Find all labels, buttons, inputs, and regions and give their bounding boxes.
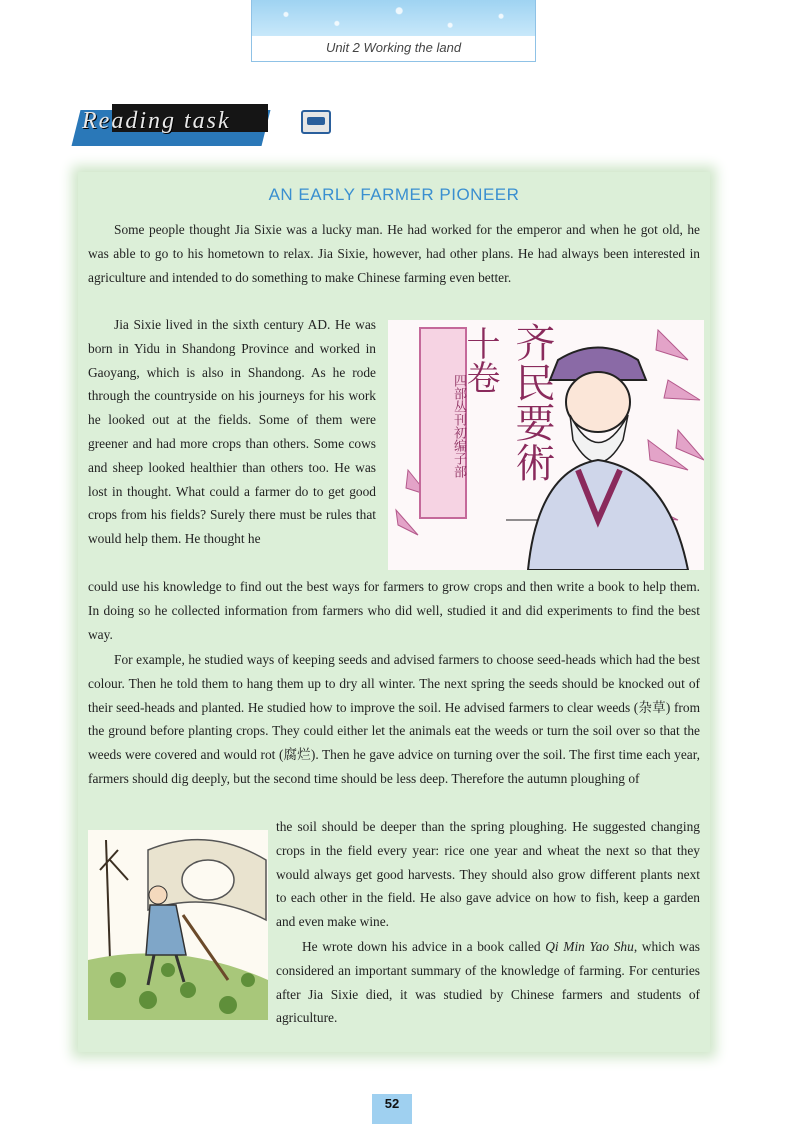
book-title: Qi Min Yao Shu <box>545 939 634 954</box>
paragraph-1: Some people thought Jia Sixie was a lucky man. He had worked for the emperor and when he got old, he was able to go to his hometown to relax. Jia Sixie, however, had other plans. He had always been interested in agriculture and intended to do something to make Chinese farming even better. <box>88 222 700 285</box>
article-title: AN EARLY FARMER PIONEER <box>268 185 520 204</box>
paragraph-3-continued: the soil should be deeper than the spring ploughing. He suggested changing crops in the field every year: rice one year and wheat the next so that they would always get good harvests. They should also grow different plants next to each other in the field. He also gave advice on how to fish, keep a garden and even make wine. <box>276 819 700 930</box>
paragraph-4 <box>276 935 700 1030</box>
page-number-box <box>372 1094 412 1124</box>
page-number: 52 <box>384 1096 400 1111</box>
paragraph-2-wrapped: Jia Sixie lived in the sixth century AD. He was born in Yidu in Shandong Province and worked in Gaoyang, which is also in Shandong. As he rode through the countryside on his journeys for his work he looked out at the fields. Some of them were greener and had more crops than others. Some cows and sheep looked healthier than others too. He was lost in thought. What could a farmer do to get good crops from his fields? Surely there must be rules that would help them. He thought he <box>88 317 376 547</box>
scroll-main-text: 十卷 <box>460 326 500 394</box>
paragraph-4-text-b: , which was considered an important summary of the knowledge of farming. For centuries after Jia Sixie died, it was studied by Chinese farmers and students of agriculture. <box>276 939 700 1026</box>
section-banner-label: Reading task <box>82 108 231 134</box>
paragraph-3: For example, he studied ways of keeping seeds and advised farmers to choose seed-heads which had the best colour. Then he told them to hang them up to dry all winter. The next spring the seeds should be knocked out of their seed-heads and planted. He studied how to improve the soil. He advised farmers to clear weeds (杂草) from the ground before planting crops. They could either let the animals eat the weeds or turn the soil over so that the weeds were covered and would rot (腐烂). Then he gave advice on turning over the soil. The first time each year, farmers should dig deeply, but the second time should be less deep. Therefore the autumn ploughing of <box>88 652 700 786</box>
scroll-side-text: 四部丛刊初编子部 <box>451 374 466 478</box>
water-decoration <box>252 0 535 36</box>
jia-sixie-illustration <box>388 320 704 570</box>
farmer-drawing <box>88 830 268 1020</box>
unit-header-tab <box>251 0 536 62</box>
farmer-illustration <box>88 830 268 1020</box>
paragraph-2-continued: could use his knowledge to find out the best ways for farmers to grow crops and then write a book to help them. In doing so he collected information from farmers who did well, studied it and did experiments to find the best way. <box>88 579 700 642</box>
cassette-tape-icon[interactable] <box>301 110 331 134</box>
unit-label: Unit 2 Working the land <box>325 40 462 55</box>
scroll-title-text: 齐民要術 <box>509 322 555 482</box>
section-banner <box>76 104 271 148</box>
paragraph-4-text-a: He wrote down his advice in a book called <box>302 939 546 954</box>
